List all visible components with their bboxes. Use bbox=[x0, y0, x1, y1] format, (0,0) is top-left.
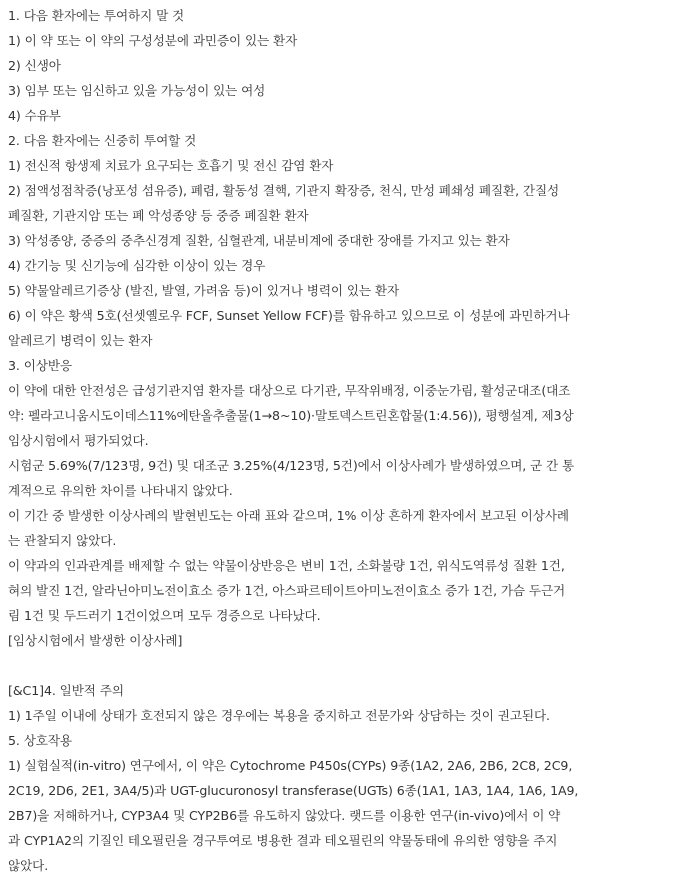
text-line: 6) 이 약은 황색 5호(선셋옐로우 FCF, Sunset Yellow FCF)를 함유하고 있으므로 이 성분에 과민하거나 bbox=[8, 308, 570, 323]
text-line: 혀의 발진 1건, 알라닌아미노전이효소 증가 1건, 아스파르테이트아미노전이효소 증가 1건, 가슴 두근거 bbox=[8, 583, 566, 598]
text-line: 4) 수유부 bbox=[8, 108, 61, 123]
text-line: 5. 상호작용 bbox=[8, 733, 72, 748]
text-line: 3) 악성종양, 중증의 중추신경계 질환, 심혈관계, 내분비계에 중대한 장애를 가지고 있는 환자 bbox=[8, 233, 510, 248]
text-line: 계적으로 유의한 차이를 나타내지 않았다. bbox=[8, 483, 233, 498]
text-line: 2B7)을 저해하거나, CYP3A4 및 CYP2B6를 유도하지 않았다. 랫드를 이용한 연구(in-vivo)에서 이 약 bbox=[8, 808, 561, 823]
text-line: 임상시험에서 평가되었다. bbox=[8, 433, 149, 448]
text-line: 2) 점액성점착증(낭포성 섬유증), 폐렴, 활동성 결핵, 기관지 확장증, 천식, 만성 폐쇄성 폐질환, 간질성 bbox=[8, 183, 560, 198]
text-line: 알레르기 병력이 있는 환자 bbox=[8, 333, 153, 348]
text-line: 이 약과의 인과관계를 배제할 수 없는 약물이상반응은 변비 1건, 소화불량 1건, 위식도역류성 질환 1건, bbox=[8, 558, 565, 573]
text-line: 1) 전신적 항생제 치료가 요구되는 호흡기 및 전신 감염 환자 bbox=[8, 158, 334, 173]
text-line: 시험군 5.69%(7/123명, 9건) 및 대조군 3.25%(4/123명, 5건)에서 이상사례가 발생하였으며, 군 간 통 bbox=[8, 458, 575, 473]
text-line: 4) 간기능 및 신기능에 심각한 이상이 있는 경우 bbox=[8, 258, 266, 273]
text-line: 않았다. bbox=[8, 858, 49, 873]
text-line: 2) 신생아 bbox=[8, 58, 61, 73]
text-line: 약: 펠라고니움시도이데스11%에탄올추출물(1→8~10)·말토덱스트린혼합물(1:4.56)), 평행설계, 제3상 bbox=[8, 408, 574, 423]
blank-line bbox=[8, 653, 683, 678]
text-line: [임상시험에서 발생한 이상사례] bbox=[8, 633, 183, 648]
text-line: 1. 다음 환자에는 투여하지 말 것 bbox=[8, 8, 185, 23]
text-line: 5) 약물알레르기증상 (발진, 발열, 가려움 등)이 있거나 병력이 있는 환자 bbox=[8, 283, 400, 298]
text-line: 이 약에 대한 안전성은 급성기관지염 환자를 대상으로 다기관, 무작위배정, 이중눈가림, 활성군대조(대조 bbox=[8, 383, 571, 398]
text-line: 폐질환, 기관지암 또는 폐 악성종양 등 중증 폐질환 환자 bbox=[8, 208, 309, 223]
text-line: 2. 다음 환자에는 신중히 투여할 것 bbox=[8, 133, 197, 148]
text-line: 림 1건 및 두드러기 1건이었으며 모두 경증으로 나타났다. bbox=[8, 608, 321, 623]
text-line: 이 기간 중 발생한 이상사례의 발현빈도는 아래 표와 같으며, 1% 이상 흔하게 환자에서 보고된 이상사례 bbox=[8, 508, 569, 523]
text-line: 3) 임부 또는 임신하고 있을 가능성이 있는 여성 bbox=[8, 83, 266, 98]
text-line: 과 CYP1A2의 기질인 테오필린을 경구투여로 병용한 결과 테오필린의 약물동태에 유의한 영향을 주지 bbox=[8, 833, 558, 848]
text-line: 1) 이 약 또는 이 약의 구성성분에 과민증이 있는 환자 bbox=[8, 33, 298, 48]
text-line: 2C19, 2D6, 2E1, 3A4/5)과 UGT-glucuronosyl transferase(UGTs) 6종(1A1, 1A3, 1A4, 1A6, 1A9, bbox=[8, 783, 579, 798]
text-line: 3. 이상반응 bbox=[8, 358, 72, 373]
text-line: [&C1]4. 일반적 주의 bbox=[8, 683, 124, 698]
text-line: 1) 실험실적(in-vitro) 연구에서, 이 약은 Cytochrome P450s(CYPs) 9종(1A2, 2A6, 2B6, 2C8, 2C9, bbox=[8, 758, 573, 773]
text-line: 는 관찰되지 않았다. bbox=[8, 533, 117, 548]
text-line: 1) 1주일 이내에 상태가 호전되지 않은 경우에는 복용을 중지하고 전문가와 상담하는 것이 권고된다. bbox=[8, 708, 550, 723]
